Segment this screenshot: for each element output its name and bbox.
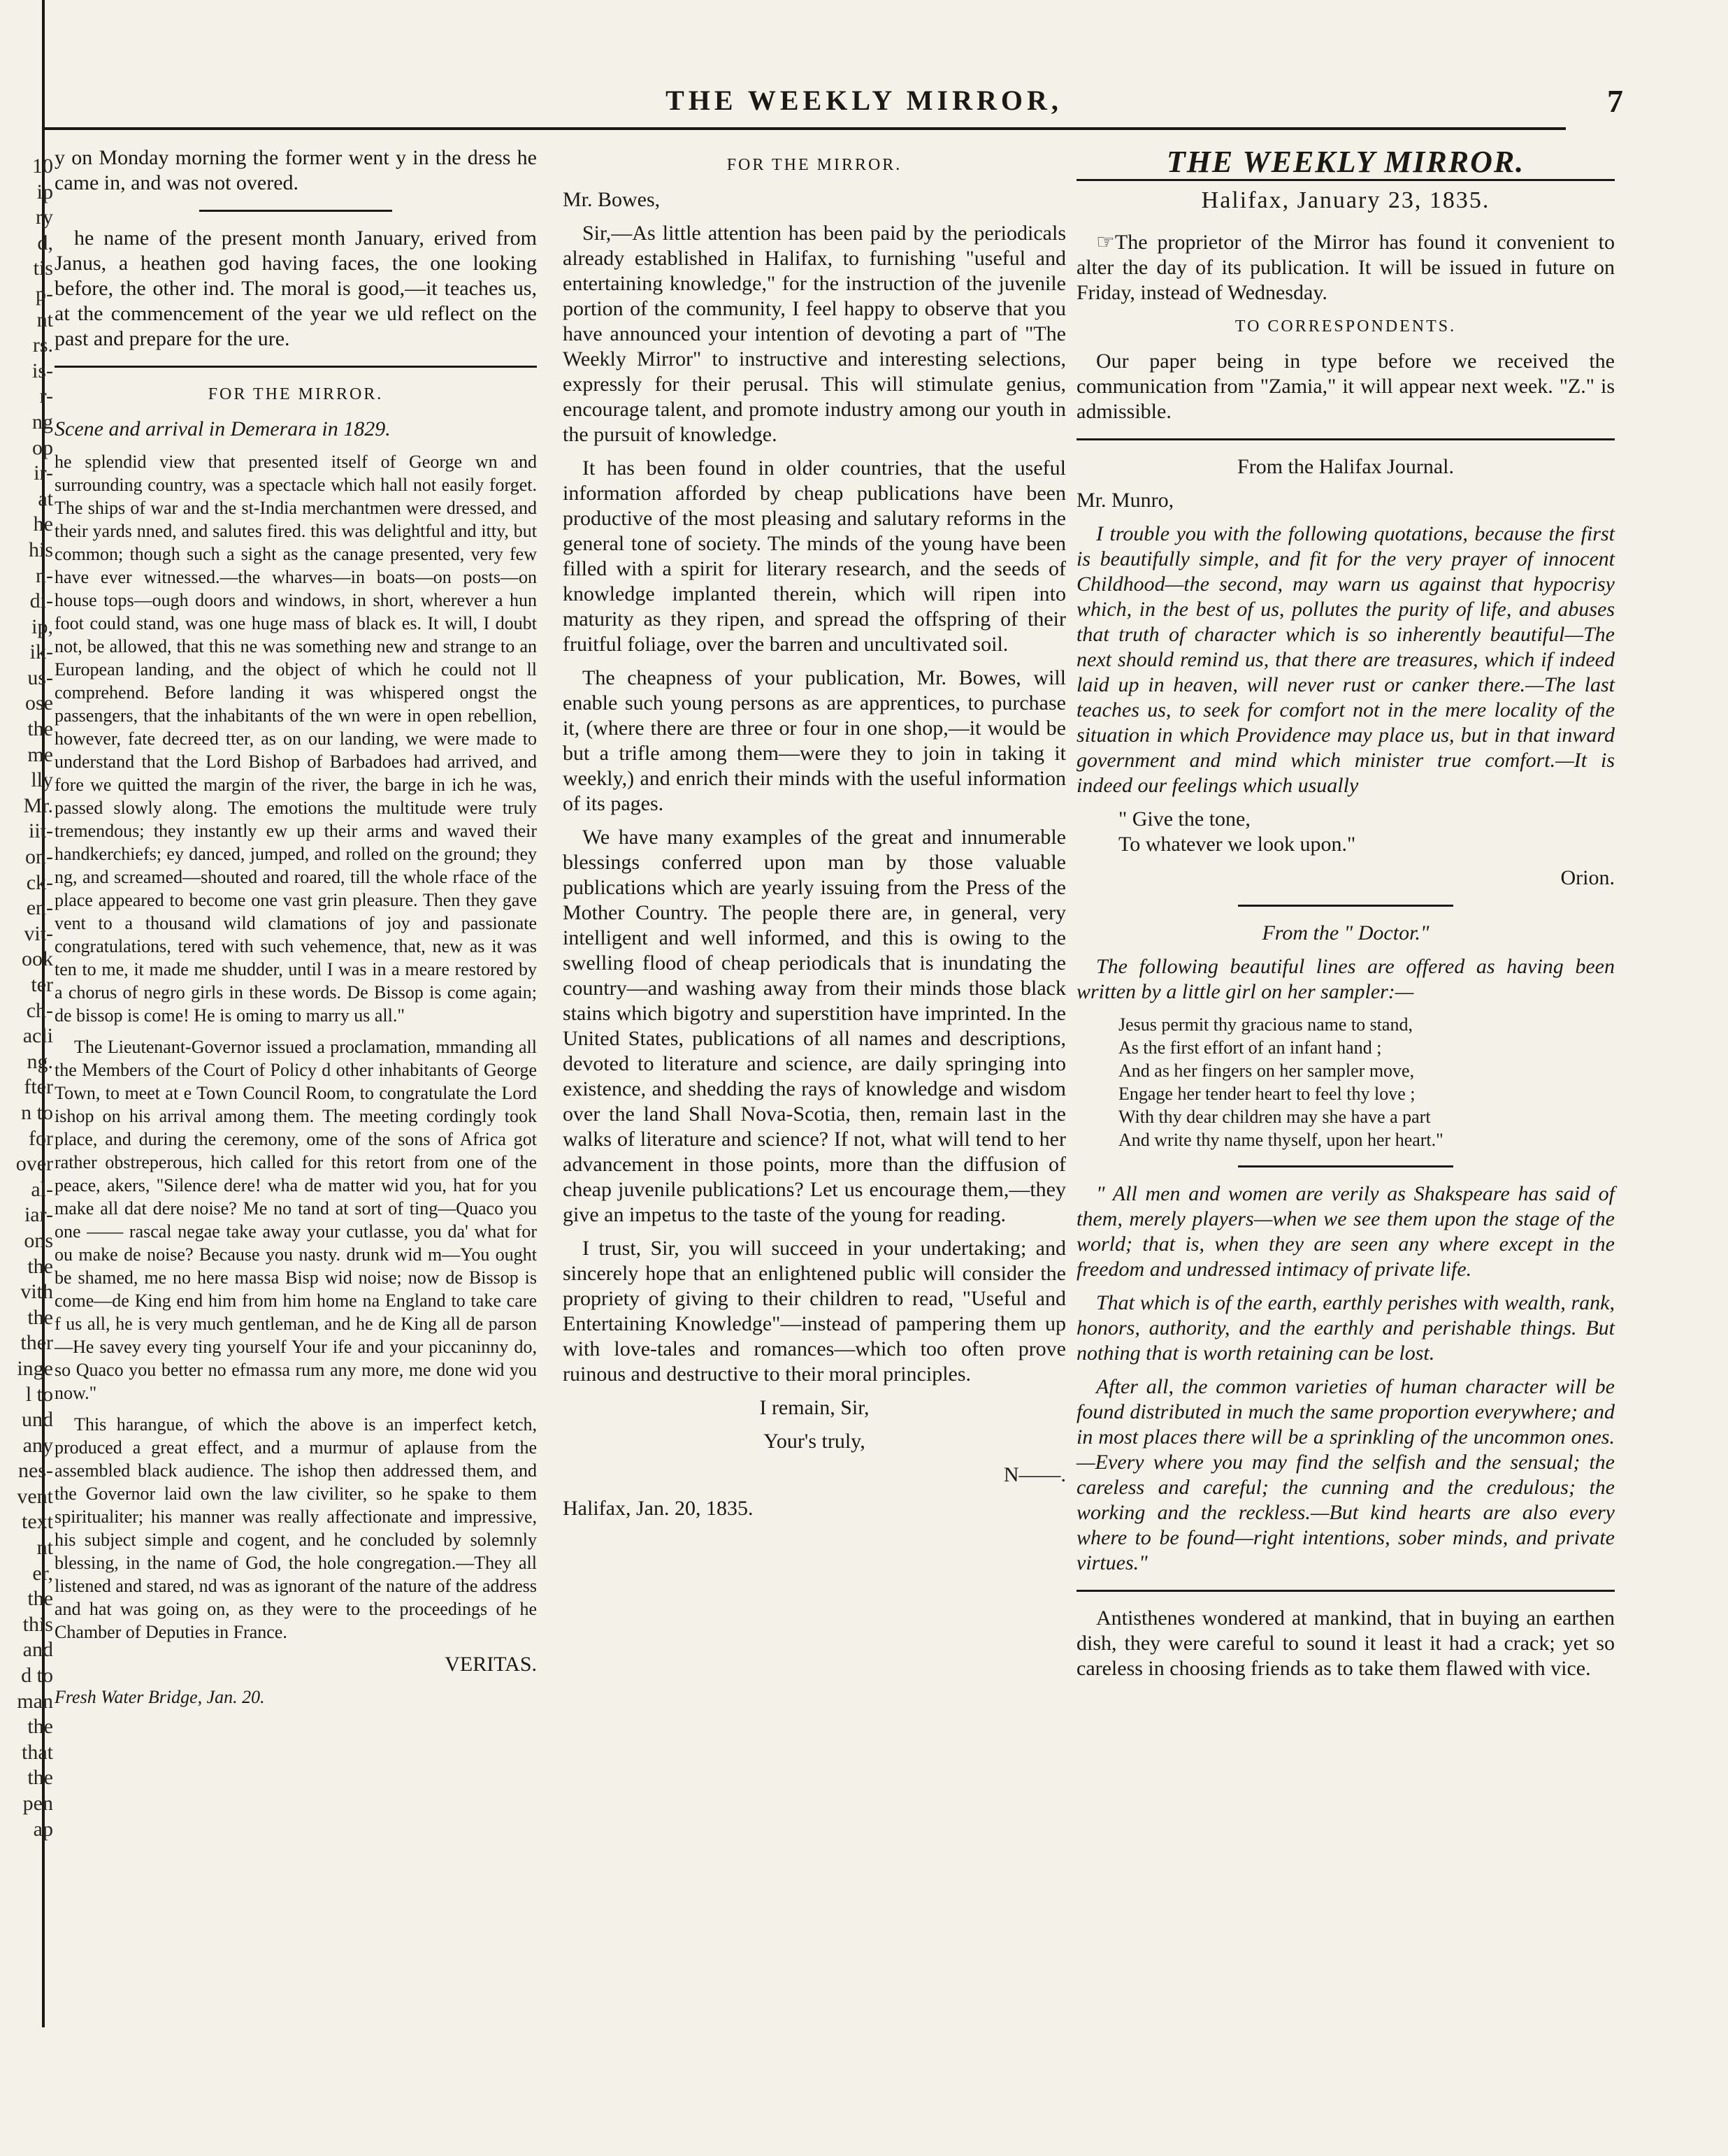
edge-fragment: nt xyxy=(36,1536,53,1560)
dateline: Fresh Water Bridge, Jan. 20. xyxy=(55,1687,265,1707)
edge-fragment: inge xyxy=(17,1356,53,1380)
letter-paragraph: It has been found in older countries, that the useful information afforded by cheap publications have been productive of the most pleasing and salutary reforms in the general tone of society. The minds of the young have been filled with a spirit for literary research, and the seeds of knowledge implanted therein, which will ripen into maturity as they ripen, and spread the offspring of their fruitful foliage, over the barren and uncultivated soil. xyxy=(563,457,1066,656)
edge-fragment: man xyxy=(17,1689,53,1713)
adjacent-page-edge xyxy=(4,154,53,2006)
edge-fragment: over xyxy=(15,1152,53,1176)
edge-fragment: nt xyxy=(36,308,53,331)
editorial-title: THE WEEKLY MIRROR. xyxy=(1166,145,1525,179)
edge-fragment: ng xyxy=(32,410,53,433)
edge-fragment: the xyxy=(27,1766,53,1790)
verse-line: And write thy name thyself, upon her heart." xyxy=(1118,1130,1443,1150)
edge-fragment: the xyxy=(27,1587,53,1611)
fragment-paragraph: y on Monday morning the former went y in the dress he came in, and was not overed. xyxy=(55,146,537,194)
divider xyxy=(55,366,537,368)
edge-fragment: ik- xyxy=(29,640,53,664)
edge-fragment: ch- xyxy=(26,998,53,1022)
salutation: Mr. Munro, xyxy=(1077,489,1174,512)
notice-paragraph: ☞The proprietor of the Mirror has found it convenient to alter the day of its publication. It will be issued in future on Friday, instead of Wednesday. xyxy=(1077,231,1615,304)
edge-fragment: pen xyxy=(22,1792,53,1815)
edge-fragment: l to xyxy=(25,1382,53,1406)
edge-fragment: any xyxy=(22,1433,53,1457)
divider xyxy=(199,210,392,212)
divider xyxy=(1077,438,1615,440)
edge-fragment: lly xyxy=(31,768,53,792)
letter-paragraph: We have many examples of the great and innumerable blessings conferred upon man by those valuable publications which are yearly issuing from the Press of the Mother Country. The people there are, in general, very intelligent and well informed, and this is owing to the swelling flood of cheap periodicals that is inundating the country—and washing away from their minds those black stains which bigotry and superstition have imprinted. In the United States, publications of all names and descriptions, devoted to literature and science, are daily springing into existence, and shedding the rays of knowledge and wisdom over the land Shall Nova-Scotia, then, remain last in the walks of literature and science? If not, what will tend to her advancement in those points, more than the diffusion of cheap juvenile publications? Let us encourage them,—they give an impetus to the taste of the young for reading. xyxy=(563,826,1066,1226)
edge-fragment: text xyxy=(22,1510,53,1534)
proclamation-paragraph: The Lieutenant-Governor issued a proclamation, mmanding all the Members of the Court of Policy d other inhabitants of George Town, to meet at e Town Council Room, to congratulate the Lord ishop on his arrival among them. The meeting cordingly took place, and during the ceremony, ome of the sons of Africa got rather obstreperous, hich called for this retort from one of the peace, akers, "Silence dere! wha de matter wid you, hat for you make all dat dere noise? Me no tand at sort of ting—Quaco you one —— rascal negae take away your cutlasse, you da' what for ou make de noise? Because you nasty. drunk wid m—You ought be shamed, me no here massa Bisp wid noise; now de Bissop is come—de King end him from him home na England to take care f us all, he is very much gentleman, and he de King all de parson—He savey every ting yourself Your ife and your piccaninny do, so Quaco you better no efmassa rum any more, me done wid you now." xyxy=(55,1037,537,1403)
edge-fragment: rs. xyxy=(32,333,53,357)
edge-fragment: d, xyxy=(37,231,53,254)
section-heading: TO CORRESPONDENTS. xyxy=(1234,317,1457,336)
edge-fragment: on- xyxy=(25,845,53,869)
edge-fragment: di- xyxy=(29,589,53,613)
quote-line: To whatever we look upon." xyxy=(1118,833,1356,856)
edge-fragment: the xyxy=(27,1305,53,1329)
edge-fragment: en- xyxy=(26,896,53,920)
column-3 xyxy=(1077,145,1615,1690)
verse-line: With thy dear children may she have a part xyxy=(1118,1107,1431,1127)
edge-fragment: that xyxy=(22,1740,53,1764)
verse-line: Engage her tender heart to feel thy love ; xyxy=(1118,1084,1416,1104)
edge-fragment: n to xyxy=(21,1100,53,1124)
edge-fragment: ook xyxy=(22,947,53,971)
closing-line: I remain, Sir, xyxy=(759,1396,870,1419)
edge-fragment: us- xyxy=(27,666,53,689)
edge-fragment: d to xyxy=(21,1664,53,1688)
column-1 xyxy=(55,145,537,1717)
closing-line: Your's truly, xyxy=(763,1430,865,1453)
edge-fragment: ip, xyxy=(31,615,53,638)
header-rule xyxy=(42,127,1566,130)
letter-paragraph: I trust, Sir, you will succeed in your undertaking; and sincerely hope that an enlightened public will consider the propriety of giving to their children to read, "Useful and Entertaining Knowledge"—instead of pampering them up with love-tales and romances—which too often prove ruinous and destructive to their moral principles. xyxy=(563,1237,1066,1386)
january-paragraph: he name of the present month January, erived from Janus, a heathen god having faces, the one looking before, the other ind. The moral is good,—it teaches us, at the commencement of the year we uld reflect on the past and prepare for the ure. xyxy=(55,227,537,350)
edge-fragment: nes- xyxy=(18,1459,53,1483)
edge-fragment: the xyxy=(27,717,53,741)
edge-fragment: for xyxy=(29,1126,53,1150)
verse-line: And as her fingers on her sampler move, xyxy=(1118,1061,1415,1081)
edge-fragment: fter xyxy=(24,1075,53,1099)
harangue-paragraph: This harangue, of which the above is an imperfect ketch, produced a great effect, and a murmur of aplause from the assembled black audience. The ishop then addressed them, and the Governor laid own the law civiliter, so he spake to them spiritualiter; his manner was really affectionate and impressive, his subject simple and cogent, and he concluded by solemnly blessing, in the name of God, the hole congregation.—They all listened and stared, nd was as ignorant of the nature of the address and hat was going on, as they were to the proceedings of he Chamber of Deputies in France. xyxy=(55,1414,537,1642)
edge-fragment: vent xyxy=(17,1484,53,1508)
section-heading: FOR THE MIRROR. xyxy=(726,156,902,174)
edge-fragment: ry xyxy=(36,206,53,229)
verse-line: As the first effort of an infant hand ; xyxy=(1118,1037,1382,1058)
edge-fragment: n- xyxy=(36,563,53,587)
edge-fragment: ap xyxy=(33,1817,53,1841)
dateline: Halifax, Jan. 20, 1835. xyxy=(563,1497,754,1520)
edge-fragment: ck- xyxy=(26,870,53,894)
edge-fragment: the xyxy=(27,1254,53,1278)
salutation: Mr. Bowes, xyxy=(563,188,661,211)
doctor-intro: The following beautiful lines are offered as having been written by a little girl on her sampler:— xyxy=(1077,955,1615,1003)
sampler-verse xyxy=(1077,1013,1615,1151)
letter-paragraph: The cheapness of your publication, Mr. Bowes, will enable such young persons as are apprentices, to purchase it, (where there are three or four in one shop,—it would be but a trifle among them—were they to join in taking it weekly,) and enrich their minds with the useful information of its pages. xyxy=(563,666,1066,815)
divider xyxy=(1077,179,1615,181)
edge-fragment: and xyxy=(22,1638,53,1662)
letter-paragraph: I trouble you with the following quotations, because the first is beautifully simple, and fit for the very prayer of innocent Childhood—the second, may warn us against that hypocrisy which, in the best of us, pollutes the purity of life, and abuses that truth of character which is so inherently beautiful—The next should remind us, that there are treasures, which if indeed laid up in heaven, will never rust or canker there.—The last teaches us, to seek for comfort not in the mere locality of the situation in which Providence may place us, but in that inward government and mind which minister true comfort.—It is indeed our feelings which usually xyxy=(1077,522,1615,797)
edge-fragment: ir- xyxy=(34,461,53,485)
edge-fragment: at xyxy=(38,487,53,510)
edge-fragment: tis xyxy=(33,257,53,280)
edge-fragment: r- xyxy=(39,385,53,408)
signature: N——. xyxy=(1003,1463,1066,1486)
article-subtitle: Scene and arrival in Demerara in 1829. xyxy=(55,417,391,440)
divider xyxy=(1077,1590,1615,1592)
earth-paragraph: That which is of the earth, earthly perishes with wealth, rank, honors, authority, and the earthly and perishable things. But nothing that is worth retaining can be lost. xyxy=(1077,1291,1615,1365)
edge-fragment: is- xyxy=(32,359,53,382)
page-number: 7 xyxy=(1607,83,1623,119)
edge-fragment: this xyxy=(22,1612,53,1636)
edge-fragment: me xyxy=(27,742,53,766)
edge-fragment: iit- xyxy=(29,819,53,843)
correspondents-paragraph: Our paper being in type before we received the communication from "Zamia," it will appear next week. "Z." is admissible. xyxy=(1077,350,1615,423)
edge-fragment: ng. xyxy=(27,1049,53,1073)
edge-fragment: acli xyxy=(22,1024,53,1048)
edge-fragment: vith xyxy=(20,1280,53,1304)
edge-fragment: p- xyxy=(36,282,53,306)
edge-fragment: ons xyxy=(24,1228,53,1252)
section-heading: From the Halifax Journal. xyxy=(1237,455,1454,478)
edge-fragment: vit- xyxy=(24,921,53,945)
edge-fragment: ose xyxy=(25,691,53,715)
section-heading: FOR THE MIRROR. xyxy=(208,385,384,403)
signature: Orion. xyxy=(1560,866,1615,889)
edge-fragment: his xyxy=(28,538,53,561)
verse-line: Jesus permit thy gracious name to stand, xyxy=(1118,1014,1413,1035)
editorial-date: Halifax, January 23, 1835. xyxy=(1201,187,1490,213)
column-2 xyxy=(563,145,1066,1530)
edge-fragment: ip xyxy=(36,180,53,203)
edge-fragment: iar- xyxy=(24,1203,53,1227)
divider xyxy=(1238,1165,1453,1167)
signature: VERITAS. xyxy=(445,1653,537,1676)
edge-fragment: er, xyxy=(32,1561,53,1585)
edge-fragment: ther xyxy=(20,1331,53,1355)
quote-line: " Give the tone, xyxy=(1118,807,1251,831)
edge-fragment: und xyxy=(22,1408,53,1432)
edge-fragment: 10 xyxy=(32,154,53,178)
section-heading: From the " Doctor." xyxy=(1262,921,1430,944)
after-all-paragraph: After all, the common varieties of human character will be found distributed in much the same proportion everywhere; and in most places there will be a sprinkling of the uncommon ones.—Every where you may find the selfish and the sensual; the careless and careful; the cunning and the credulous; the working and the reckless.—But kind hearts are also every where to be found—right intentions, sober minds, and private virtues." xyxy=(1077,1375,1615,1574)
divider xyxy=(1238,905,1453,907)
demerara-paragraph: he splendid view that presented itself of George wn and surrounding country, was a spectacle which hall not easily forget. The ships of war and the st-India merchantmen were dressed, and their yards nned, and salutes fired. this was delightful and itty, but common; though such a sight as the canage presented, very few have ever witnessed.—the wharves—in boats—on posts—on house tops—ough doors and windows, in short, wherever a hun foot could stand, was one huge mass of black es. It will, I doubt not, be allowed, that this ne was something new and strange to an European landing, and the object of which he could not ll comprehend. Before landing it was whispered ongst the passengers, that the inhabitants of the wn were in open rebellion, however, fate decreed tter, as on our landing, we were made to understand that the Lord Bishop of Barbadoes had arrived, and fore we quitted the margin of the river, the barge in ich he was, passed slowly along. The emotions the multitude were truly tremendous; they instantly ew up their arms and waved their handkerchiefs; ey danced, jumped, and rolled on the ground; they ng, and screamed—shouted and roared, till the whole rface of the place appeared to become one vast grin pleasure. Then they gave vent to a thousand wild clamations of joy and passionate congratulations, tered with such vehemence, that, new as it was ten to me, it made me shudder, until I was in a meare restored by a chorus of negro girls in these words. De Bissop is come again; de bissop is come! He is oming to marry us all." xyxy=(55,452,537,1026)
masthead: THE WEEKLY MIRROR, xyxy=(665,85,1063,116)
antisthenes-paragraph: Antisthenes wondered at mankind, that in buying an earthen dish, they were careful to sound it least it had a crack; yet so careless in choosing friends as to take them flawed with vice. xyxy=(1077,1607,1615,1680)
edge-fragment: op xyxy=(32,436,53,459)
edge-fragment: the xyxy=(27,1715,53,1739)
edge-fragment: Mr. xyxy=(23,793,53,817)
edge-fragment: he xyxy=(33,512,53,536)
edge-fragment: ter xyxy=(31,973,53,996)
edge-fragment: al- xyxy=(31,1177,53,1201)
players-paragraph: " All men and women are verily as Shakspeare has said of them, merely players—when we see them upon the stage of the world; that is, when they are seen any where except in the freedom and undressed intimacy of private life. xyxy=(1077,1182,1615,1281)
letter-paragraph: Sir,—As little attention has been paid by the periodicals already established in Halifax, to furnishing "useful and entertaining knowledge," for the instruction of the juvenile portion of the community, I feel happy to observe that you have announced your intention of devoting a part of "The Weekly Mirror" to instructive and interesting selections, expressly for their perusal. This will stimulate genius, encourage talent, and promote industry among our youth in the pursuit of knowledge. xyxy=(563,222,1066,446)
